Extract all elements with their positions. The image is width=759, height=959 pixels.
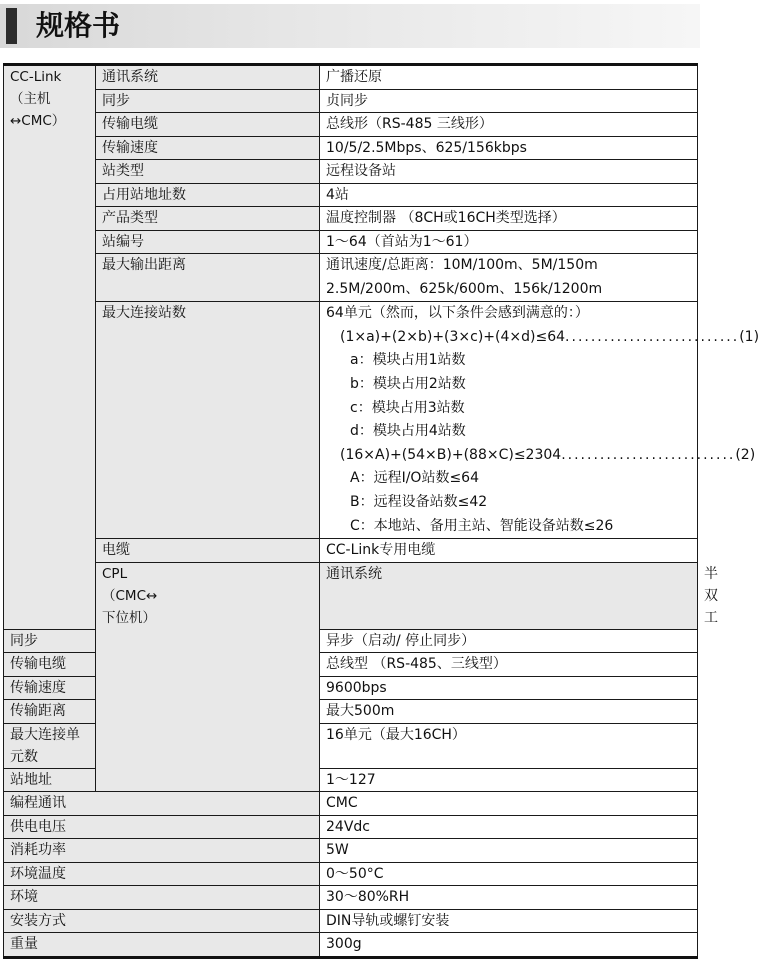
- table-row: [4, 254, 698, 302]
- spec-value: 9600bps: [320, 676, 698, 700]
- spec-value: DIN导轨或螺钉安装: [320, 909, 698, 933]
- spec-value: 1～127: [320, 768, 698, 792]
- spec-value: 4站: [320, 183, 698, 207]
- spec-label: 同步: [4, 629, 96, 653]
- table-row: [4, 839, 698, 863]
- spec-value: 最大500m: [320, 700, 698, 724]
- table-row: CPL （CMC↔ 下位机） 通讯系统 半双工: [4, 562, 698, 629]
- spec-value-max-stations: [320, 302, 759, 539]
- max-stations-intro: 64单元（然而，以下条件会感到满意的：）: [326, 305, 589, 322]
- spec-value: 贞同步: [320, 89, 698, 113]
- spec-value: 10/5/2.5Mbps、625/156kbps: [320, 136, 698, 160]
- table-row: [4, 230, 698, 254]
- condition-item: A：远程I/O站数≤64: [350, 470, 479, 487]
- spec-label: 编程通讯: [4, 792, 320, 816]
- spec-label: 传输速度: [96, 136, 320, 160]
- table-row: [4, 89, 698, 113]
- spec-label: 通讯系统: [320, 562, 698, 629]
- spec-value-distance: [320, 254, 698, 302]
- group-cclink: [4, 65, 96, 630]
- spec-value: 总线形（RS-485 三线形）: [320, 113, 698, 137]
- spec-label: 传输距离: [4, 700, 96, 724]
- spec-label: 传输速度: [4, 676, 96, 700]
- table-row: [4, 886, 698, 910]
- table-row: [4, 183, 698, 207]
- spec-value: CMC: [320, 792, 698, 816]
- spec-value: 24Vdc: [320, 815, 698, 839]
- spec-label: 最大连接站数: [96, 302, 320, 539]
- table-row: [4, 862, 698, 886]
- spec-label: 产品类型: [96, 207, 320, 231]
- condition-item: B：远程设备站数≤42: [350, 493, 488, 510]
- spec-label: 通讯系统: [96, 65, 320, 90]
- group-line: ↔CMC）: [10, 113, 66, 129]
- formula-2: [326, 444, 756, 468]
- spec-value: 16单元（最大16CH）: [320, 723, 698, 768]
- table-row: [4, 302, 698, 539]
- table-row: [4, 792, 698, 816]
- spec-label: 环境: [4, 886, 320, 910]
- group-line: （主机: [10, 91, 51, 107]
- group-line: （CMC↔: [102, 587, 158, 604]
- spec-label: 站地址: [4, 768, 96, 792]
- spec-label: 站编号: [96, 230, 320, 254]
- table-row: [4, 909, 698, 933]
- table-row: [4, 136, 698, 160]
- spec-label: 站类型: [96, 160, 320, 184]
- spec-label: 电缆: [96, 539, 320, 563]
- spec-value: 总线型 （RS-485、三线型）: [320, 653, 698, 677]
- formula-2-tag: (2): [735, 446, 756, 463]
- table-row: [4, 815, 698, 839]
- spec-value: 30～80%RH: [320, 886, 698, 910]
- condition-item: C：本地站、备用主站、智能设备站数≤26: [350, 517, 614, 534]
- spec-value: 远程设备站: [320, 160, 698, 184]
- spec-value: 广播还原: [320, 65, 698, 90]
- distance-line: 通讯速度/总距离：10M/100m、5M/150m: [326, 257, 598, 273]
- condition-item: d：模块占用4站数: [350, 423, 466, 440]
- table-row: [4, 539, 698, 563]
- header-accent-bar: [6, 8, 17, 44]
- spec-label: 传输电缆: [96, 113, 320, 137]
- spec-label: 供电电压: [4, 815, 320, 839]
- formula-1-dots: ...........................: [565, 328, 740, 345]
- table-row: [4, 160, 698, 184]
- page-title: 规格书: [36, 9, 121, 42]
- group-cpl: [96, 562, 320, 792]
- spec-label: 重量: [4, 933, 320, 958]
- spec-value: 1～64（首站为1～61）: [320, 230, 698, 254]
- formula-1-text: (1×a)+(2×b)+(3×c)+(4×d)≤64: [340, 328, 566, 345]
- condition-item: c：模块占用3站数: [350, 399, 465, 416]
- formula-1-tag: (1): [739, 328, 759, 345]
- spec-label: 安装方式: [4, 909, 320, 933]
- group-line: CC-Link: [10, 69, 62, 85]
- formula-2-dots: ...........................: [561, 446, 736, 463]
- spec-label: 占用站地址数: [96, 183, 320, 207]
- spec-label: 最大连接单元数: [4, 723, 96, 768]
- table-row: [4, 207, 698, 231]
- spec-value: CC-Link专用电缆: [320, 539, 698, 563]
- distance-line: 2.5M/200m、625k/600m、156k/1200m: [326, 280, 603, 297]
- spec-value: 5W: [320, 839, 698, 863]
- table-row: [4, 933, 698, 958]
- spec-value: 0～50°C: [320, 862, 698, 886]
- formula-1: [326, 326, 759, 350]
- spec-label: 同步: [96, 89, 320, 113]
- spec-label: 环境温度: [4, 862, 320, 886]
- condition-item: a：模块占用1站数: [350, 352, 466, 369]
- table-row: [4, 113, 698, 137]
- spec-table: [3, 63, 759, 959]
- formula-2-text: (16×A)+(54×B)+(88×C)≤2304: [340, 446, 562, 463]
- spec-value: 异步（启动/ 停止同步）: [320, 629, 698, 653]
- section-header: [0, 4, 700, 48]
- spec-value: 300g: [320, 933, 698, 958]
- spec-label: 消耗功率: [4, 839, 320, 863]
- spec-label: 最大输出距离: [96, 254, 320, 302]
- spec-value: 温度控制器 （8CH或16CH类型选择）: [320, 207, 698, 231]
- group-line: 下位机）: [102, 609, 156, 626]
- group-line: CPL: [102, 565, 128, 582]
- spec-label: 传输电缆: [4, 653, 96, 677]
- condition-item: b：模块占用2站数: [350, 375, 466, 392]
- table-row: [4, 65, 698, 90]
